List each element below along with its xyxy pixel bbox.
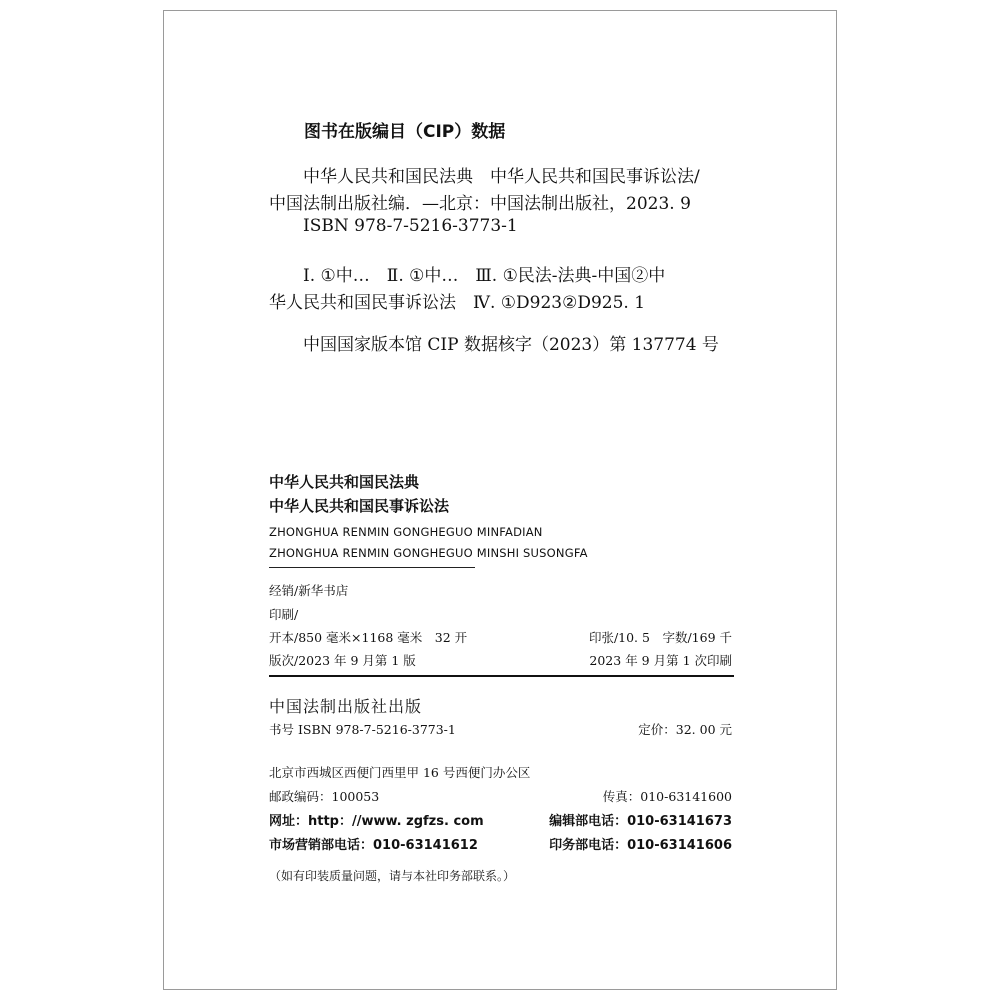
sheets-wordcount: 印张/10. 5 字数/169 千 [588,630,732,645]
copyright-page [163,10,837,990]
distributor: 经销/新华书店 [269,583,349,598]
marketing-phone: 市场营销部电话：010-63141612 [269,838,478,853]
cip-isbn: ISBN 978-7-5216-3773-1 [303,216,518,236]
book-title-pinyin: ZHONGHUA RENMIN GONGHEGUO MINFADIAN [269,525,543,539]
cip-classification-cont: 华人民共和国民事诉讼法 Ⅳ. ①D923②D925. 1 [269,293,646,313]
cip-line: 中华人民共和国民法典 中华人民共和国民事诉讼法/ [303,167,700,187]
publisher-name: 中国法制出版社出版 [269,697,423,716]
printing-phone: 印务部电话：010-63141606 [549,838,732,853]
divider [269,567,475,568]
printing: 2023 年 9 月第 1 次印刷 [589,653,732,668]
cip-verification: 中国国家版本馆 CIP 数据核字（2023）第 137774 号 [303,335,719,355]
isbn: 书号 ISBN 978-7-5216-3773-1 [269,722,456,737]
cip-line: 中国法制出版社编．—北京：中国法制出版社，2023. 9 [269,194,691,214]
editorial-phone: 编辑部电话：010-63141673 [549,814,732,829]
edition: 版次/2023 年 9 月第 1 版 [269,653,416,668]
book-title: 中华人民共和国民事诉讼法 [269,497,450,515]
book-title: 中华人民共和国民法典 [269,473,420,491]
address: 北京市西城区西便门西里甲 16 号西便门办公区 [269,765,531,780]
price: 定价：32. 00 元 [638,722,732,737]
cip-title: 图书在版编目（CIP）数据 [304,122,506,142]
divider [269,675,734,677]
book-title-pinyin: ZHONGHUA RENMIN GONGHEGUO MINSHI SUSONGFA [269,546,588,560]
website: 网址：http：//www. zgfzs. com [269,814,484,829]
format: 开本/850 毫米×1168 毫米 32 开 [269,630,468,645]
fax: 传真：010-63141600 [602,789,732,804]
postcode: 邮政编码：100053 [269,789,380,804]
printer: 印刷/ [269,607,299,622]
cip-classification: Ⅰ. ①中… Ⅱ. ①中… Ⅲ. ①民法-法典-中国②中 [303,266,666,286]
quality-note: （如有印装质量问题，请与本社印务部联系。） [269,869,516,883]
